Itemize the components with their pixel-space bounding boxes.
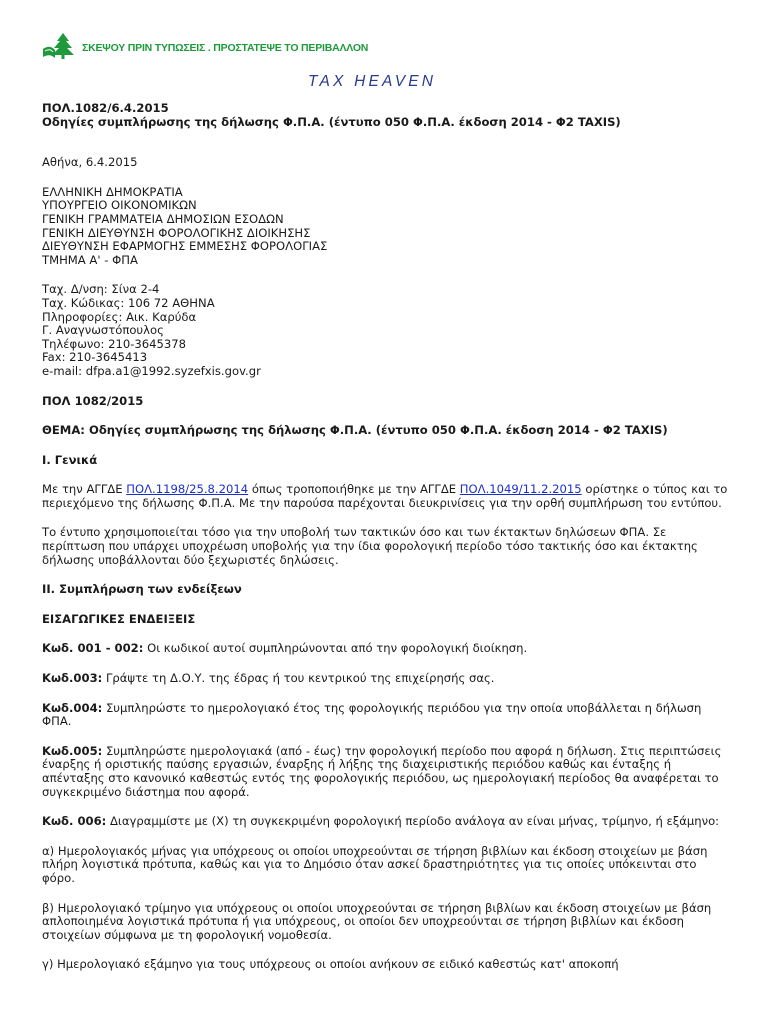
- authority-line: ΓΕΝΙΚΗ ΔΙΕΥΘΥΝΣΗ ΦΟΡΟΛΟΓΙΚΗΣ ΔΙΟΙΚΗΣΗΣ: [42, 225, 311, 240]
- period-item-quarter: β) Ημερολογιακό τρίμηνο για υπόχρεους οι οποίοι υποχρεούνται σε τήρηση βιβλίων και έκδοση στοιχείων με βάση απλοποιημένα λογιστικά πρότυπα ή για υπόχρεους, οι οποίοι δεν υποχρεούνται σε τήρηση βιβλίων και έκδοση στοιχείων σύμφωνα με τη φορολογική νομοθεσία.: [42, 900, 712, 942]
- authority-line: ΤΜΗΜΑ Α' - ΦΠΑ: [42, 252, 138, 267]
- text-run: όπως τροποποιήθηκε με την ΑΓΓΔΕ: [248, 482, 460, 497]
- doc-ref: ΠΟΛ.1082/6.4.2015: [42, 101, 169, 115]
- code-label: Κωδ.004:: [42, 700, 103, 715]
- authority-line: ΓΕΝΙΚΗ ΓΡΑΜΜΑΤΕΙΑ ΔΗΜΟΣΙΩΝ ΕΣΟΔΩΝ: [42, 211, 284, 226]
- code-label: Κωδ.005:: [42, 743, 103, 758]
- section-fields-title: ΙΙ. Συμπλήρωση των ενδείξεων: [42, 582, 242, 597]
- text-run: ορίστηκε ο τύπος και το περιεχόμενο της δήλωσης Φ.Π.Α. Με την παρούσα παρέχονται διευκρινίσεις για την ορθή συμπλήρωση του εντύπου.: [42, 482, 728, 510]
- contact-line: Ταχ. Δ/νση: Σίνα 2-4: [42, 282, 160, 297]
- text-run: Με την ΑΓΓΔΕ: [42, 482, 127, 497]
- code-text: Γράψτε τη Δ.Ο.Υ. της έδρας ή του κεντρικού της επιχείρησής σας.: [102, 671, 495, 686]
- code-001-002: [42, 642, 732, 656]
- period-item-semester: γ) Ημερολογιακό εξάμηνο για τους υπόχρεους οι οποίοι ανήκουν σε ειδικό καθεστώς κατ' αποκοπή: [42, 957, 619, 972]
- code-003: [42, 672, 732, 686]
- pol-1198-link[interactable]: ΠΟΛ.1198/25.8.2014: [126, 482, 249, 497]
- authority-line: ΥΠΟΥΡΓΕΙΟ ΟΙΚΟΝΟΜΙΚΩΝ: [42, 198, 197, 213]
- doc-date: Αθήνα, 6.4.2015: [42, 155, 138, 170]
- contact-line: Τηλέφωνο: 210-3645378: [42, 336, 187, 351]
- subject-line: ΘΕΜΑ: Οδηγίες συμπλήρωσης της δήλωσης Φ.Π.Α. (έντυπο 050 Φ.Π.Α. έκδοση 2014 - Φ2 TAXIS): [42, 423, 668, 438]
- paragraph-intro: [42, 483, 732, 510]
- contact-block: [42, 283, 732, 378]
- code-006: [42, 815, 732, 829]
- contact-line: Ταχ. Κώδικας: 106 72 ΑΘΗΝΑ: [42, 295, 215, 310]
- intro-fields-title: ΕΙΣΑΓΩΓΙΚΕΣ ΕΝΔΕΙΞΕΙΣ: [42, 611, 196, 626]
- code-label: Κωδ. 006:: [42, 814, 107, 829]
- code-label: Κωδ.003:: [42, 671, 103, 686]
- contact-line: Πληροφορίες: Αικ. Καρύδα: [42, 309, 197, 324]
- period-item-month: α) Ημερολογιακός μήνας για υπόχρεους οι οποίοι υποχρεούνται σε τήρηση βιβλίων και έκδοση στοιχείων με βάση πλήρη λογιστικά πρότυπα, καθώς και για το Δημόσιο όταν ασκεί δραστηριότητες για τις οποίες υπόκεινται στο φόρο.: [42, 843, 708, 885]
- code-text: Διαγραμμίστε με (Χ) τη συγκεκριμένη φορολογική περίοδο ανάλογα αν είναι μήνας, τρίμηνο, ή εξάμηνο:: [106, 814, 720, 829]
- paragraph-form-usage: Το έντυπο χρησιμοποιείται τόσο για την υποβολή των τακτικών όσο και των έκτακτων δηλώσεων ΦΠΑ. Σε περίπτωση που υπάρχει υποχρέωση υποβολής για την ίδια φορολογική περίοδο τόσο τακτικής όσο και έκτακτης δήλωσης υποβάλλονται δύο ξεχωριστές δηλώσεις.: [42, 525, 698, 567]
- doc-title: Οδηγίες συμπλήρωσης της δήλωσης Φ.Π.Α. (έντυπο 050 Φ.Π.Α. έκδοση 2014 - Φ2 TAXIS): [42, 114, 621, 129]
- code-label: Κωδ. 001 - 002:: [42, 641, 144, 656]
- authority-block: [42, 186, 732, 268]
- contact-line: Γ. Αναγνωστόπουλος: [42, 323, 164, 338]
- eco-banner: [42, 30, 368, 62]
- code-text: Συμπληρώστε το ημερολογιακό έτος της φορολογικής περιόδου για την οποία υποβάλλεται η δήλωση ΦΠΑ.: [42, 700, 702, 729]
- brand-logo: TAX HEAVEN: [308, 73, 437, 90]
- authority-line: ΕΛΛΗΝΙΚΗ ΔΗΜΟΚΡΑΤΙΑ: [42, 184, 183, 199]
- tree-logo-icon: [42, 31, 76, 61]
- code-005: [42, 745, 732, 799]
- contact-email: e-mail: dfpa.a1@1992.syzefxis.gov.gr: [42, 363, 261, 378]
- eco-slogan: ΣΚΕΨΟΥ ΠΡΙΝ ΤΥΠΩΣΕΙΣ . ΠΡΟΣΤΑΤΕΨΕ ΤΟ ΠΕΡΙΒΑΛΛΟΝ: [82, 42, 369, 54]
- code-text: Οι κωδικοί αυτοί συμπληρώνονται από την φορολογική διοίκηση.: [143, 641, 528, 656]
- section-general-title: Ι. Γενικά: [42, 452, 98, 467]
- authority-line: ΔΙΕΥΘΥΝΣΗ ΕΦΑΡΜΟΓΗΣ ΕΜΜΕΣΗΣ ΦΟΡΟΛΟΓΙΑΣ: [42, 239, 328, 254]
- pol-number: ΠΟΛ 1082/2015: [42, 393, 144, 408]
- contact-line: Fax: 210-3645413: [42, 350, 148, 365]
- pol-1049-link[interactable]: ΠΟΛ.1049/11.2.2015: [459, 482, 582, 497]
- code-004: [42, 702, 732, 729]
- document-body: [42, 102, 732, 972]
- code-text: Συμπληρώστε ημερολογιακά (από - έως) την φορολογική περίοδο που αφορά η δήλωση. Στις περιπτώσεις έναρξης ή οριστικής παύσης εργασιών, έναρξης ή λήξης της διαχειριστικής περιόδου καθώς και ένταξης ή απένταξης στο κανονικό καθεστώς εντός της φορολογικής περιόδου, ως ημερολογιακή περίοδος θα αναφέρεται το συγκεκριμένο διάστημα που αφορά.: [42, 743, 722, 799]
